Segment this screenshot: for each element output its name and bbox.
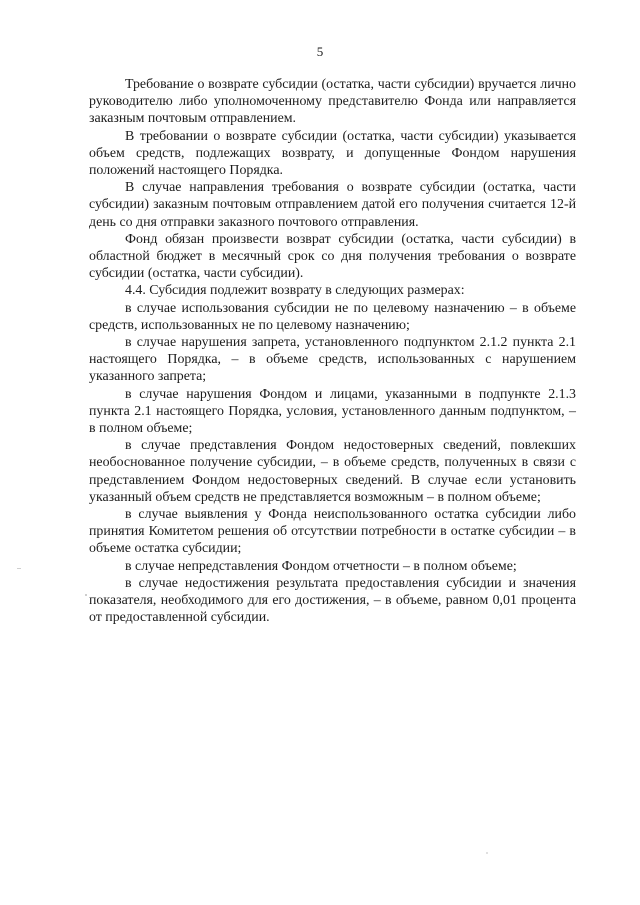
scan-mark	[17, 568, 21, 569]
paragraph-condition-violation-case: в случае нарушения Фондом и лицами, указанными в подпункте 2.1.3 пункта 2.1 настоящего Порядка, условия, установленного данным подпунктом, – в полном объеме;	[89, 386, 576, 437]
paragraph-misuse-case: в случае использования субсидии не по целевому назначению – в объеме средств, использованных не по целевому назначению;	[89, 300, 576, 333]
scan-mark	[85, 594, 87, 596]
page-number: 5	[316, 44, 324, 59]
paragraph-receipt-date: В случае направления требования о возврате субсидии (остатка, части субсидии) заказным почтовым отправлением датой его получения считается 12-й день со дня отправки заказного почтового отправления.	[89, 180, 576, 230]
paragraph-no-reporting-case: в случае непредставления Фондом отчетности – в полном объеме;	[125, 558, 517, 574]
paragraph-section-4-4: 4.4. Субсидия подлежит возврату в следующих размерах:	[125, 283, 465, 299]
paragraph-result-not-achieved-case: в случае недостижения результата предоставления субсидии и значения показателя, необходимого для его достижения, – в объеме, равном 0,01 процента от предоставленной субсидии.	[89, 575, 576, 626]
document-body	[89, 76, 576, 627]
paragraph-return-obligation: Фонд обязан произвести возврат субсидии (остатка, части субсидии) в областной бюджет в месячный срок со дня получения требования о возврате субсидии (остатка, части субсидии).	[89, 231, 576, 282]
paragraph-false-information-case: в случае представления Фондом недостоверных сведений, повлекших необоснованное получение субсидии, – в объеме средств, полученных в связи с представлением Фондом недостоверных сведений. В случае если установить указанный объем средств не представляется возможным – в полном объеме;	[89, 438, 576, 505]
paragraph-unused-balance-case: в случае выявления у Фонда неиспользованного остатка субсидии либо принятия Комитетом решения об отсутствии потребности в остатке субсидии – в объеме остатка субсидии;	[89, 507, 576, 557]
paragraph-prohibition-violation-case: в случае нарушения запрета, установленного подпунктом 2.1.2 пункта 2.1 настоящего Порядка, – в объеме средств, использованных с нарушением указанного запрета;	[89, 335, 576, 385]
paragraph-delivery-of-demand: Требование о возврате субсидии (остатка, части субсидии) вручается лично руководителю либо уполномоченному представителю Фонда или направляется заказным почтовым отправлением.	[89, 77, 576, 127]
scan-mark	[486, 852, 488, 854]
paragraph-demand-contents: В требовании о возврате субсидии (остатка, части субсидии) указывается объем средств, подлежащих возврату, и допущенные Фондом нарушения положений настоящего Порядка.	[89, 128, 576, 179]
